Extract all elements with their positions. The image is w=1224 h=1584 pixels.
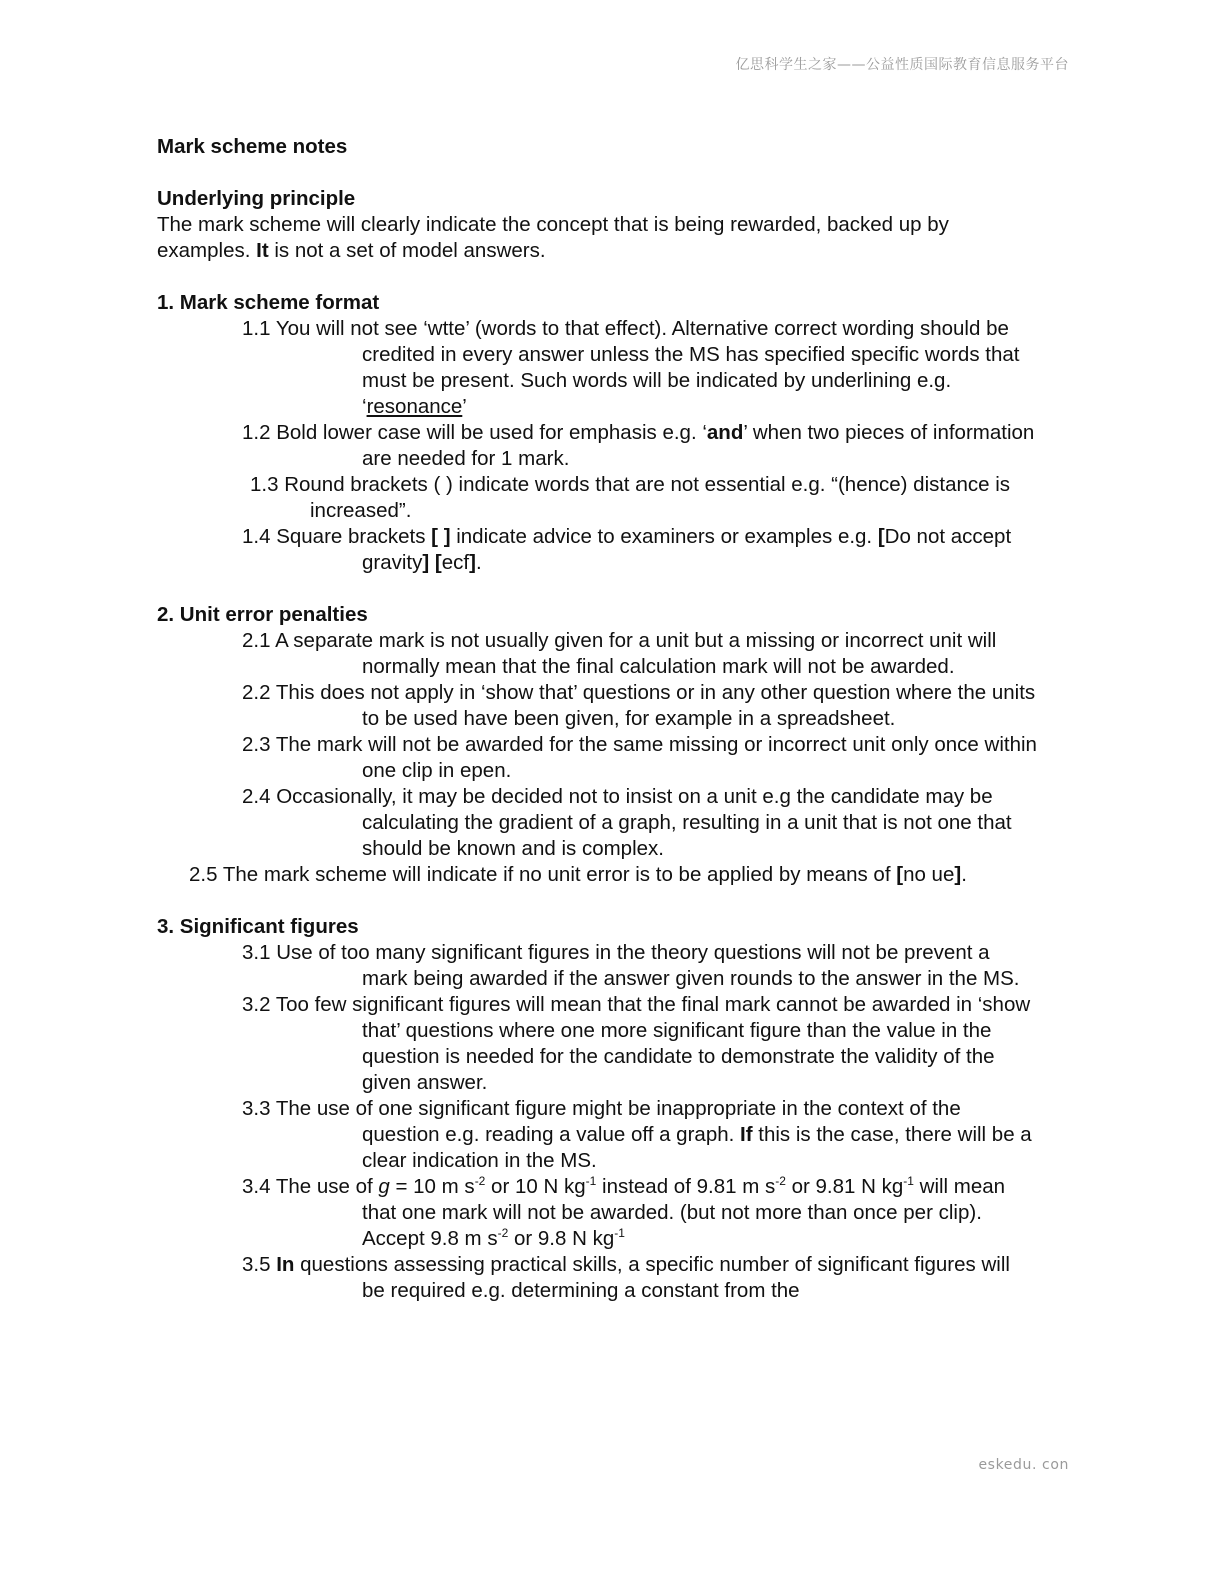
- list-item-2-5: 2.5 The mark scheme will indicate if no unit error is to be applied by means of [no ue].: [189, 863, 967, 886]
- section-heading: 2. Unit error penalties: [157, 603, 368, 626]
- list-item-1-2: 1.2 Bold lower case will be used for emphasis e.g. ‘and’ when two pieces of information are needed for 1 mark.: [242, 421, 1035, 470]
- significant-figures-section: [157, 914, 1037, 1304]
- list-item-3-5: 3.5 In questions assessing practical skills, a specific number of significant figures will be required e.g. determining a constant from the: [242, 1253, 1010, 1302]
- header-watermark: 亿思科学生之家——公益性质国际教育信息服务平台: [735, 57, 1069, 73]
- list-item-1-1: 1.1 You will not see ‘wtte’ (words to that effect). Alternative correct wording should be credited in every answer unless the MS has specified specific words that must be present. Such words will be indicated by underlining e.g. ‘resonance’: [242, 317, 1020, 418]
- list-item-2-4: 2.4 Occasionally, it may be decided not to insist on a unit e.g the candidate may be calculating the gradient of a graph, resulting in a unit that is not one that should be known and is complex.: [242, 785, 1012, 860]
- principle-text: The mark scheme will clearly indicate the concept that is being rewarded, backed up by examples. It is not a set of model answers.: [157, 213, 949, 262]
- section-heading: Underlying principle: [157, 187, 356, 210]
- section-heading: 1. Mark scheme format: [157, 291, 380, 314]
- list-item-3-4: 3.4 The use of g = 10 m $s^{-2}$ or 10 N $kg^{-1}$ instead of 9.81 m $s^{-2}$ or 9.81 N $kg^{-1}$ will mean that one mark will not be awarded. (but not more than once per clip). Accept 9.8 m $s^{-2}$ or 9.8 N $kg^{-1}$: [242, 1174, 1006, 1250]
- document-page: [157, 134, 1037, 1304]
- list-item-1-4: 1.4 Square brackets [ ] indicate advice to examiners or examples e.g. [Do not accept gravity] [ecf].: [242, 525, 1012, 574]
- list-item-2-3: 2.3 The mark will not be awarded for the same missing or incorrect unit only once within one clip in epen.: [242, 733, 1037, 782]
- mark-scheme-format-section: [157, 290, 1037, 576]
- list-item-3-2: 3.2 Too few significant figures will mean that the final mark cannot be awarded in ‘show that’ questions where one more significant figure than the value in the question is needed for the candidate to demonstrate the validity of the given answer.: [242, 993, 1031, 1094]
- page-title: Mark scheme notes: [157, 135, 348, 158]
- list-item-3-1: 3.1 Use of too many significant figures in the theory questions will not be prevent a mark being awarded if the answer given rounds to the answer in the MS.: [242, 941, 1020, 990]
- footer-watermark: eskedu. con: [978, 1457, 1069, 1473]
- list-item-1-3: 1.3 Round brackets ( ) indicate words that are not essential e.g. “(hence) distance is increased”.: [250, 473, 1011, 522]
- unit-error-penalties-section: [157, 602, 1037, 888]
- underlying-principle-section: [157, 186, 1037, 264]
- list-item-2-2: 2.2 This does not apply in ‘show that’ questions or in any other question where the units to be used have been given, for example in a spreadsheet.: [242, 681, 1036, 730]
- section-heading: 3. Significant figures: [157, 915, 359, 938]
- list-item-2-1: 2.1 A separate mark is not usually given for a unit but a missing or incorrect unit will normally mean that the final calculation mark will not be awarded.: [242, 629, 997, 678]
- list-item-3-3: 3.3 The use of one significant figure might be inappropriate in the context of the question e.g. reading a value off a graph. If this is the case, there will be a clear indication in the MS.: [242, 1097, 1032, 1172]
